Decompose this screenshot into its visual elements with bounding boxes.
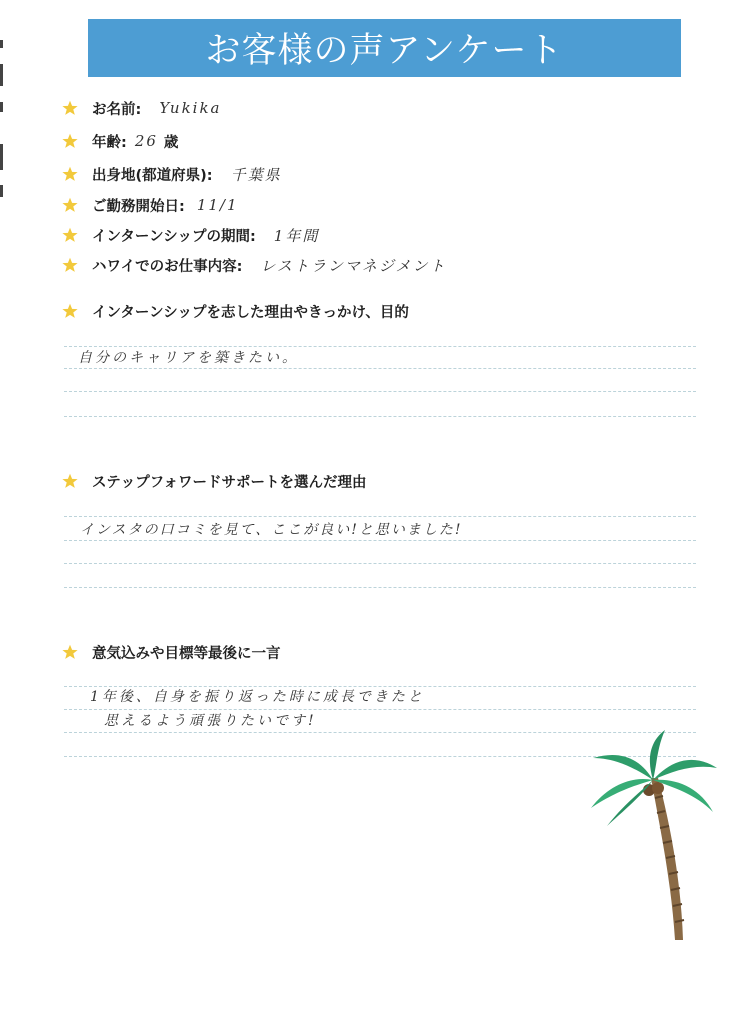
ruled-line [64,540,696,541]
answer-text: 1年後、自身を振り返った時に成長できたと [90,689,425,705]
ruled-line [64,416,696,417]
section-heading-text: 意気込みや目標等最後に一言 [92,645,281,662]
section-heading-motivation [62,299,409,323]
answer-text: インスタの口コミを見て、ここが良い!と思いました! [80,522,463,538]
hometown-value: 千葉県 [230,165,282,184]
start-date-label: ご勤務開始日: [92,198,185,215]
name-value: Yukika [159,99,222,117]
ruled-line [64,563,696,564]
period-row [62,223,319,247]
star-icon [62,133,78,149]
name-label: お名前: [92,101,142,118]
age-label: 年齢: [92,134,127,151]
answer-box-reason [64,510,696,590]
age-value: 26 [134,132,158,150]
section-heading-reason [62,469,366,493]
section-heading-text: インターンシップを志した理由やきっかけ、目的 [92,304,409,321]
job-row [62,253,446,277]
star-icon [62,257,78,273]
section-heading-text: ステップフォワードサポートを選んだ理由 [92,474,367,491]
job-value: レストランマネジメント [260,256,447,275]
star-icon [62,166,78,182]
section-heading-message [62,640,281,664]
page-title: お客様の声アンケート [205,31,564,71]
ruled-line [64,516,696,517]
start-date-row [62,193,239,217]
start-date-value: 11/1 [196,196,239,214]
period-value: 1年間 [273,226,320,245]
ruled-line [64,368,696,369]
ruled-line [64,587,696,588]
star-icon [62,473,78,489]
star-icon [62,197,78,213]
palm-tree-icon [585,728,720,943]
age-row [62,129,178,153]
hometown-label: 出身地(都道府県): [92,167,213,184]
age-unit: 歳 [163,134,179,151]
star-icon [62,644,78,660]
answer-box-motivation [64,340,696,420]
answer-text: 自分のキャリアを築きたい。 [78,350,299,366]
title-banner [88,19,681,77]
ruled-line [64,391,696,392]
scan-edge-marks [0,40,4,200]
hometown-row [62,162,282,186]
star-icon [62,100,78,116]
period-label: インターンシップの期間: [92,228,256,245]
answer-text: 思えるよう頑張りたいです! [104,713,317,729]
job-label: ハワイでのお仕事内容: [92,258,243,275]
name-row [62,96,222,120]
star-icon [62,227,78,243]
star-icon [62,303,78,319]
